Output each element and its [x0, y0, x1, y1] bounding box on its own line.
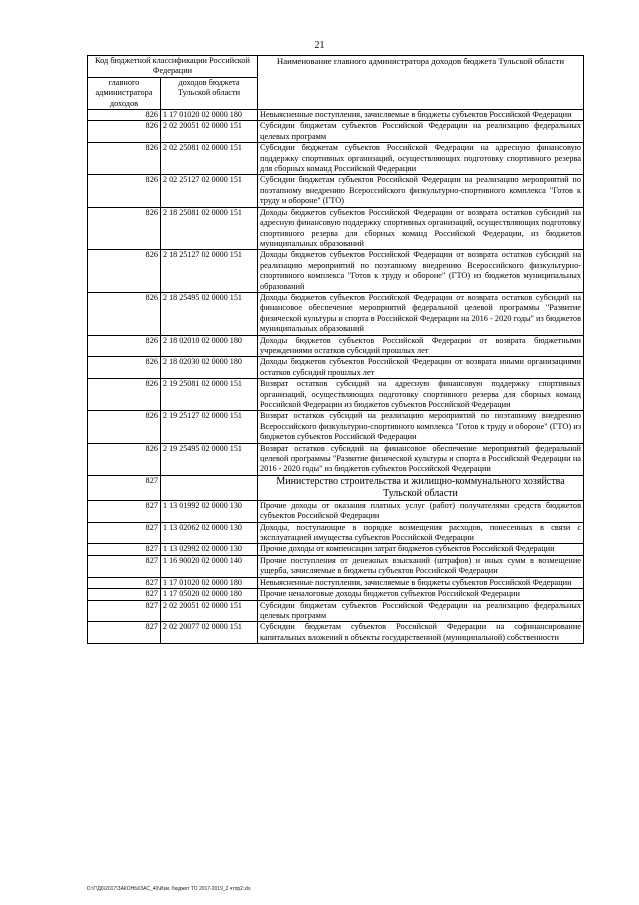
table-row [88, 379, 584, 411]
income-name-cell: Невыясненные поступления, зачисляемые в бюджеты субъектов Российской Федерации [258, 110, 584, 121]
table-row [88, 292, 584, 335]
admin-code-cell: 826 [88, 110, 161, 121]
admin-code-cell: 826 [88, 292, 161, 335]
income-code-cell: 2 02 20051 02 0000 151 [161, 121, 258, 143]
income-code-cell: 1 17 01020 02 0000 180 [161, 577, 258, 588]
table-row [88, 335, 584, 357]
table-row [88, 207, 584, 250]
income-name-cell: Доходы бюджетов субъектов Российской Федерации от возврата остатков субсидий на адресную финансовую поддержку спортивных организаций, осуществляющих подготовку спортивного резерва для сборных команд Российской Федерации, из бюджетов муниципальных образований [258, 207, 584, 250]
table-row [88, 555, 584, 577]
income-name-cell: Субсидии бюджетам субъектов Российской Федерации на реализацию федеральных целевых программ [258, 121, 584, 143]
table-row [88, 544, 584, 555]
admin-code-cell: 826 [88, 443, 161, 475]
income-code-cell: 1 17 01020 02 0000 180 [161, 110, 258, 121]
income-name-cell: Возврат остатков субсидий на финансовое обеспечение мероприятий федеральной целевой программы "Развитие физической культуры и спорта в Российской Федерации на 2016 - 2020 годы" из бюджетов субъектов Российской Федерации [258, 443, 584, 475]
header-classification-code: Код бюджетной классификации Российской Федерации [88, 56, 258, 78]
table-row [88, 600, 584, 622]
table-row [88, 357, 584, 379]
income-code-cell: 2 18 25081 02 0000 151 [161, 207, 258, 250]
admin-code-cell: 827 [88, 555, 161, 577]
table-row [88, 500, 584, 522]
income-name-cell: Прочие доходы от компенсации затрат бюджетов субъектов Российской Федерации [258, 544, 584, 555]
admin-code-cell: 826 [88, 411, 161, 443]
admin-code-cell: 827 [88, 622, 161, 644]
header-income-code: доходов бюджета Тульской области [161, 77, 258, 109]
admin-code-cell: 827 [88, 522, 161, 544]
income-name-cell: Возврат остатков субсидий на реализацию мероприятий по поэтапному внедрению Всероссийского физкультурно-спортивного комплекса "Готов к труду и обороне" (ГТО) из бюджетов субъектов Российской Федерации [258, 411, 584, 443]
income-code-cell: 2 19 25127 02 0000 151 [161, 411, 258, 443]
income-name-cell: Невыясненные поступления, зачисляемые в бюджеты субъектов Российской Федерации [258, 577, 584, 588]
income-classification-table [87, 55, 584, 644]
admin-code-cell: 827 [88, 589, 161, 600]
income-name-cell: Субсидии бюджетам субъектов Российской Федерации на реализацию мероприятий по поэтапному внедрению Всероссийского физкультурно-спортивного комплекса "Готов к труду и обороне" (ГТО) [258, 175, 584, 207]
admin-code-cell: 826 [88, 175, 161, 207]
admin-code-cell: 826 [88, 250, 161, 293]
income-code-cell [161, 475, 258, 500]
table-row [88, 121, 584, 143]
income-name-cell: Возврат остатков субсидий на адресную финансовую поддержку спортивных организаций, осуществляющих подготовку спортивного резерва для сборных команд Российской Федерации из бюджетов субъектов Российской Федерации [258, 379, 584, 411]
admin-code-cell: 827 [88, 475, 161, 500]
admin-code-cell: 826 [88, 143, 161, 175]
income-code-cell: 1 16 90020 02 0000 140 [161, 555, 258, 577]
income-name-cell: Доходы, поступающие в порядке возмещения расходов, понесенных в связи с эксплуатацией имущества субъектов Российской Федерации [258, 522, 584, 544]
admin-code-cell: 826 [88, 357, 161, 379]
income-code-cell: 1 13 01992 02 0000 130 [161, 500, 258, 522]
admin-code-cell: 827 [88, 577, 161, 588]
income-name-cell: Доходы бюджетов субъектов Российской Федерации от возврата остатков субсидий на финансовое обеспечение мероприятий федеральной целевой программы "Развитие физической культуры и спорта в Российской Федерации на 2016 - 2020 годы" из бюджетов муниципальных образований [258, 292, 584, 335]
income-name-cell: Доходы бюджетов субъектов Российской Федерации от возврата остатков субсидий на реализацию мероприятий по поэтапному внедрению Всероссийского физкультурно-спортивного комплекса "Готов к труду и обороне" (ГТО) из бюджетов муниципальных образований [258, 250, 584, 293]
page-number: 21 [314, 40, 325, 51]
income-code-cell: 2 18 02030 02 0000 180 [161, 357, 258, 379]
income-code-cell: 1 17 05020 02 0000 180 [161, 589, 258, 600]
header-row-group [88, 56, 584, 78]
admin-code-cell: 826 [88, 121, 161, 143]
income-code-cell: 2 02 20077 02 0000 151 [161, 622, 258, 644]
table-row [88, 110, 584, 121]
table-row [88, 589, 584, 600]
table-row [88, 250, 584, 293]
income-code-cell: 1 13 02062 02 0000 130 [161, 522, 258, 544]
income-name-cell: Прочие доходы от оказания платных услуг (работ) получателями средств бюджетов субъектов Российской Федерации [258, 500, 584, 522]
table-row [88, 622, 584, 644]
header-administrator-name: Наименование главного администратора доходов бюджета Тульской области [258, 56, 584, 110]
income-name-cell: Доходы бюджетов субъектов Российской Федерации от возврата иными организациями остатков субсидий прошлых лет [258, 357, 584, 379]
admin-code-cell: 826 [88, 379, 161, 411]
header-admin-code: главного администратора доходов [88, 77, 161, 109]
income-code-cell: 2 02 25081 02 0000 151 [161, 143, 258, 175]
income-code-cell: 2 18 25127 02 0000 151 [161, 250, 258, 293]
income-name-cell: Доходы бюджетов субъектов Российской Федерации от возврата бюджетными учреждениями остатков субсидий прошлых лет [258, 335, 584, 357]
admin-code-cell: 827 [88, 600, 161, 622]
table-body [88, 110, 584, 644]
table-row [88, 143, 584, 175]
ministry-name-cell: Министерство строительства и жилищно-коммунального хозяйства Тульской области [258, 475, 584, 500]
table-row [88, 411, 584, 443]
income-name-cell: Прочие неналоговые доходы бюджетов субъектов Российской Федерации [258, 589, 584, 600]
income-code-cell: 2 18 02010 02 0000 180 [161, 335, 258, 357]
income-name-cell: Субсидии бюджетам субъектов Российской Федерации на адресную финансовую поддержку спортивных организаций, осуществляющих подготовку спортивного резерва для сборных команд Российской Федерации [258, 143, 584, 175]
income-code-cell: 2 02 25127 02 0000 151 [161, 175, 258, 207]
file-path-footer: D:\Г\Д6\2017\ЗАКОНЫ\ЗАС_40\Изм. бюджет ТО 2017-2019_2 чтпр2.xls [87, 886, 251, 892]
admin-code-cell: 827 [88, 500, 161, 522]
income-name-cell: Субсидии бюджетам субъектов Российской Федерации на софинансирование капитальных вложений в объекты государственной (муниципальной) собственности [258, 622, 584, 644]
table-row [88, 522, 584, 544]
income-code-cell: 2 19 25081 02 0000 151 [161, 379, 258, 411]
income-name-cell: Прочие поступления от денежных взысканий (штрафов) и иных сумм в возмещение ущерба, зачисляемые в бюджеты субъектов Российской Федерации [258, 555, 584, 577]
admin-code-cell: 826 [88, 335, 161, 357]
table-row [88, 577, 584, 588]
table-row [88, 443, 584, 475]
ministry-row [88, 475, 584, 500]
income-code-cell: 2 19 25495 02 0000 151 [161, 443, 258, 475]
admin-code-cell: 826 [88, 207, 161, 250]
income-code-cell: 1 13 02992 02 0000 130 [161, 544, 258, 555]
income-name-cell: Субсидии бюджетам субъектов Российской Федерации на реализацию федеральных целевых программ [258, 600, 584, 622]
admin-code-cell: 827 [88, 544, 161, 555]
table-row [88, 175, 584, 207]
income-code-cell: 2 18 25495 02 0000 151 [161, 292, 258, 335]
income-code-cell: 2 02 20051 02 0000 151 [161, 600, 258, 622]
